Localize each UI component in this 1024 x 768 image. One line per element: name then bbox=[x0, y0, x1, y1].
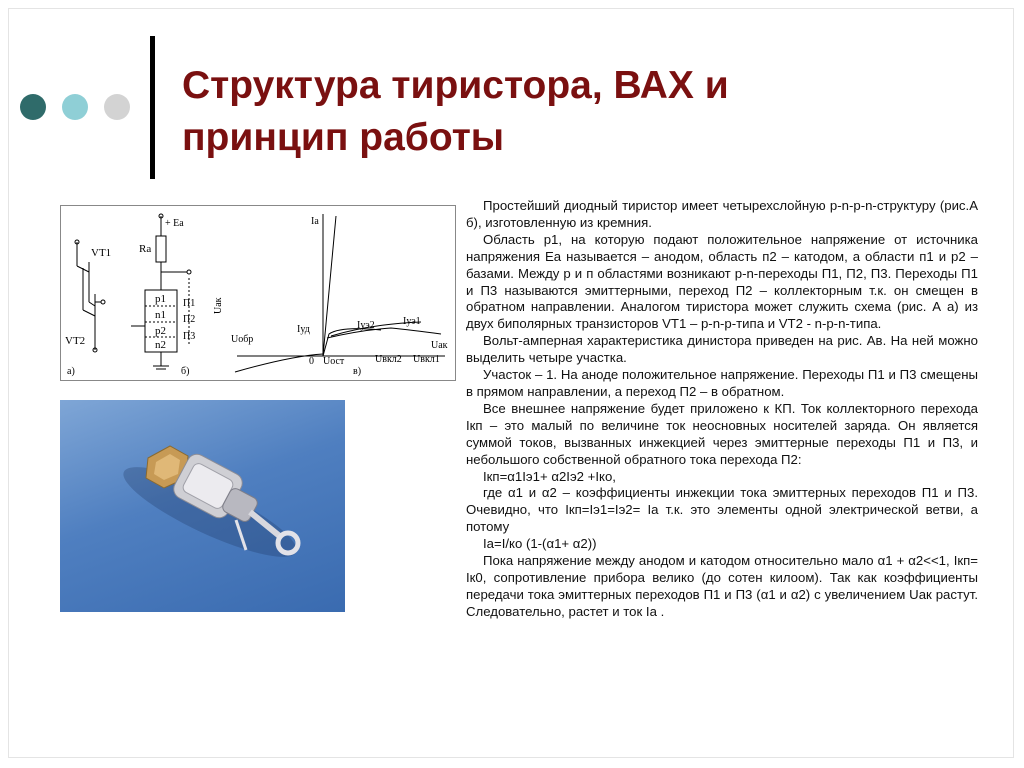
dot-dark bbox=[20, 94, 46, 120]
label-uobr: Uобр bbox=[231, 334, 254, 345]
label-vt1: VT1 bbox=[91, 247, 112, 259]
label-j3: П3 bbox=[183, 331, 196, 342]
iv-characteristic-plot bbox=[235, 214, 445, 372]
paragraph-7: Пока напряжение между анодом и катодом относительно мало α1 + α2<<1, Iкп= Iк0, сопротивление прибора велико (до сотен килоом). Так как коэффициенты передачи тока эмиттерных переходов П1 и П3 (α1 и α2) с увеличением Uак растут. Следовательно, растет и ток Iа . bbox=[466, 553, 978, 619]
label-p2: p2 bbox=[155, 325, 166, 337]
label-ra: Ra bbox=[139, 243, 152, 255]
label-j1: П1 bbox=[183, 298, 196, 309]
label-uvkl2: Uвкл2 bbox=[375, 354, 402, 365]
title-divider bbox=[150, 36, 155, 179]
schematic-svg bbox=[61, 206, 455, 380]
thyristor-schematic-figure bbox=[60, 205, 456, 381]
dot-gray bbox=[104, 94, 130, 120]
label-n1: n1 bbox=[155, 309, 166, 321]
label-uak-vertical: Uак bbox=[213, 297, 224, 314]
paragraph-1: Простейший диодный тиристор имеет четырехслойную p-n-p-n-структуру (рис.А б), изготовленную из кремния. bbox=[466, 198, 978, 230]
slide-title-line2: принцип работы bbox=[182, 116, 505, 159]
slide-title-line1: Структура тиристора, ВАХ и bbox=[182, 64, 729, 107]
label-uvkl1: Uвкл1 bbox=[413, 354, 440, 365]
paragraph-2: Область p1, на которую подают положительное напряжение от источника напряжения Еа называется – анодом, область п2 – катодом, а области п1 и р2 – базами. Между р и п областями возникают p-n-переходы П1, П2, П3. Переходы П1 и П3 называются эмиттерными, переход П2 – коллекторным т.к. он смещен в обратном направлении. Аналогом тиристора может служить схема (рис. А а) из двух биполярных транзисторов VT1 – p-n-p-типа и VT2 - n-p-n-типа. bbox=[466, 231, 978, 332]
dot-light-blue bbox=[62, 94, 88, 120]
label-ea: + Eа bbox=[165, 218, 184, 229]
label-fig-a: а) bbox=[67, 366, 75, 377]
formula-2: Iа=I/ко (1-(α1+ α2)) bbox=[483, 536, 597, 552]
paragraph-5: Все внешнее напряжение будет приложено к КП. Ток коллекторного перехода Iкп – это малый по величине ток неосновных носителей заряда. Он является суммой токов, вызванных инжекцией через эмиттерные переходы П1 и П3, и небольшого собственной обратного тока перехода П2: bbox=[466, 400, 978, 467]
label-iy1: Iуэ1 bbox=[403, 316, 421, 327]
paragraph-4: Участок – 1. На аноде положительное напряжение. Переходы П1 и П3 смещены в прямом направлении, а переход П2 – в обратном. bbox=[466, 367, 978, 399]
paragraph-3: Вольт-амперная характеристика динистора приведен на рис. Ав. На ней можно выделить четыре участка. bbox=[466, 333, 978, 366]
body-text bbox=[466, 198, 978, 621]
slide-title bbox=[182, 60, 982, 164]
label-fig-b: б) bbox=[181, 366, 190, 377]
formula-1: Iкп=α1Iэ1+ α2Iэ2 +Iко, bbox=[483, 468, 616, 484]
label-uak-axis: Uак bbox=[431, 340, 448, 351]
thyristor-photo bbox=[60, 400, 345, 612]
label-zero: 0 bbox=[309, 356, 314, 367]
label-iy2: Iуэ2 bbox=[357, 320, 375, 331]
label-vt2: VT2 bbox=[65, 335, 86, 347]
paragraph-6: где α1 и α2 – коэффициенты инжекции тока эмиттерных переходов П1 и П3. Очевидно, что Iкп=Iэ1=Iэ2= Iа т.к. это элементы одной электрической ветви, а потому bbox=[466, 485, 978, 535]
label-j2: П2 bbox=[183, 314, 196, 325]
label-ia: Iа bbox=[311, 216, 319, 227]
label-uost: Uост bbox=[323, 356, 345, 367]
label-n2: n2 bbox=[155, 339, 166, 351]
label-fig-v: в) bbox=[353, 366, 362, 377]
thyristor-photo-illustration bbox=[60, 400, 345, 612]
label-iud: Iуд bbox=[297, 324, 310, 335]
label-p1: p1 bbox=[155, 293, 166, 305]
